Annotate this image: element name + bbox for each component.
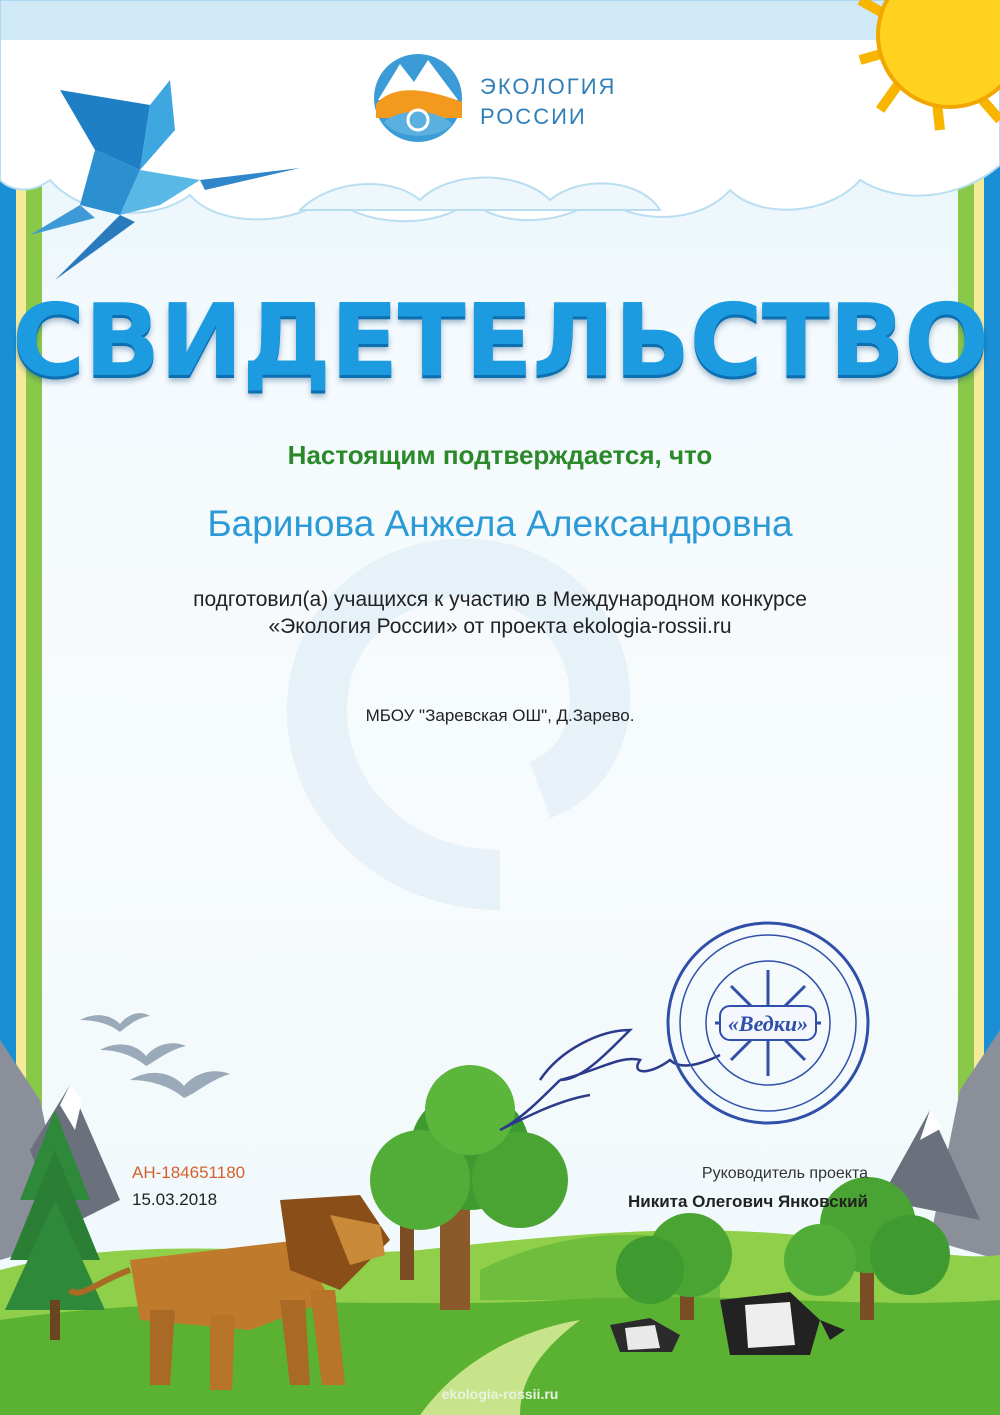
signatory-name: Никита Олегович Янковский [627, 1192, 868, 1211]
logo-line-2: РОССИИ [480, 104, 587, 129]
description [0, 586, 1000, 640]
description-line-2: «Экология России» от проекта ekologia-rossii.ru [268, 615, 732, 638]
description-line-1: подготовил(а) учащихся к участию в Международном конкурсе [193, 588, 807, 611]
footer-site: ekologia-rossii.ru [441, 1386, 559, 1402]
confirm-text: Настоящим подтверждается, что [287, 440, 713, 470]
school-name: МБОУ "Заревская ОШ", Д.Зарево. [365, 706, 635, 725]
certificate-code: АН-184651180 [132, 1163, 246, 1182]
certificate-title: СВИДЕТЕЛЬСТВО [11, 282, 989, 399]
logo-line-1: ЭКОЛОГИЯ [480, 74, 617, 99]
issue-date: 15.03.2018 [132, 1190, 218, 1209]
logo-text [480, 72, 616, 132]
recipient-name: Баринова Анжела Александровна [207, 503, 793, 544]
signatory-role: Руководитель проекта [701, 1165, 868, 1182]
logo-mountains-icon [374, 54, 462, 142]
svg-text:«Ведки»: «Ведки» [727, 1011, 809, 1036]
stamp-icon [668, 923, 868, 1123]
birds-icon [80, 1013, 230, 1098]
